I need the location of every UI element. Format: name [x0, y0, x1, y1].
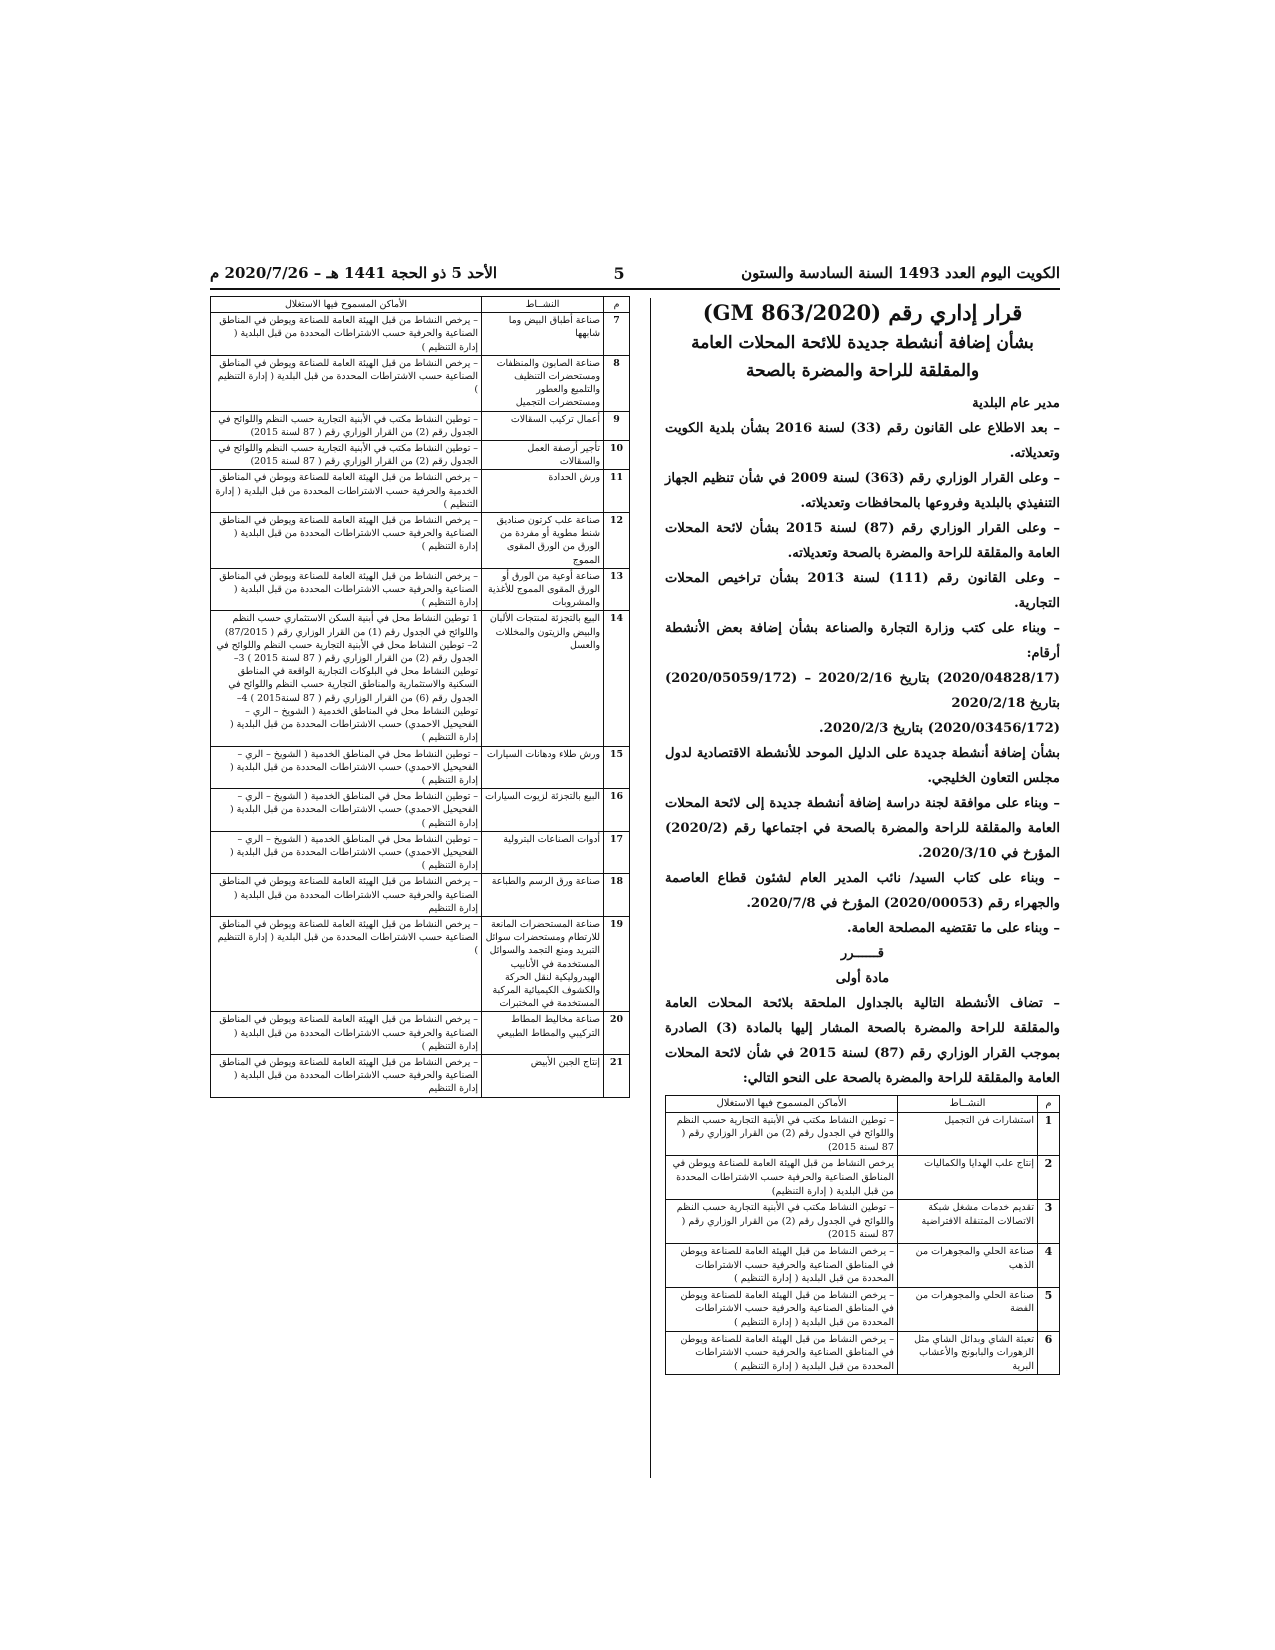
row-places: – توطين النشاط محل في المناطق الخدمية ( الشويخ – الري – الفحيحيل الاحمدي) حسب الاشتراطات المحددة من قبل البلدية ( إدارة التنظيم ) — [211, 746, 482, 789]
page-header — [210, 258, 1060, 290]
row-number: 7 — [604, 313, 630, 356]
activities-table-right — [665, 1095, 1060, 1375]
table-row — [211, 513, 630, 569]
body-paragraph: – وعلى القرار الوزاري رقم (87) لسنة 2015 بشأن لائحة المحلات العامة والمقلقة للراحة والمضرة بالصحة وتعديلاته. — [665, 521, 1060, 561]
column-divider — [650, 298, 651, 1478]
decides-heading: قــــــرر — [840, 946, 885, 961]
row-activity: أعمال تركيب السقالات — [482, 411, 604, 440]
table-row — [211, 568, 630, 611]
row-number: 16 — [604, 789, 630, 832]
row-number: 5 — [1038, 1287, 1060, 1331]
row-activity: صناعة أطباق البيض وما شابهها — [482, 313, 604, 356]
decision-body — [665, 391, 1060, 1091]
body-paragraph: (2020/03456/172) بتاريخ 2020/2/3. — [819, 721, 1060, 736]
row-places: – يرخص النشاط من قبل الهيئة العامة للصناعة ويوطن في المناطق الصناعية حسب الاشتراطات المحددة من قبل البلدية ( إدارة التنظيم ) — [211, 916, 482, 1011]
table-row — [211, 789, 630, 832]
row-number: 21 — [604, 1054, 630, 1097]
row-places: – توطين النشاط مكتب في الأبنية التجارية حسب النظم واللوائح في الجدول رقم (2) من القرار الوزاري رقم ( 87 لسنة 2015) — [211, 441, 482, 470]
row-number: 11 — [604, 470, 630, 513]
header-date: الأحد 5 ذو الحجة 1441 هـ – 2020/7/26 م — [210, 264, 498, 282]
body-paragraph: – بعد الاطلاع على القانون رقم (33) لسنة 2016 بشأن بلدية الكويت وتعديلاته. — [665, 421, 1060, 461]
body-paragraph: – وبناء على موافقة لجنة دراسة إضافة أنشطة جديدة إلى لائحة المحلات العامة والمقلقة للراحة والمضرة بالصحة في اجتماعها رقم (2020/2) المؤرخ في 2020/3/10. — [665, 796, 1060, 861]
row-number: 8 — [604, 355, 630, 411]
header-places: الأماكن المسموح فيها الاستغلال — [211, 297, 482, 313]
row-number: 20 — [604, 1012, 630, 1055]
row-activity: تعبئة الشاي وبدائل الشاي مثل الزهورات والبابونج والأعشاب البرية — [898, 1331, 1038, 1375]
row-activity: صناعة أوعية من الورق أو الورق المقوى المموج للأغذية والمشروبات — [482, 568, 604, 611]
table-header-row — [666, 1096, 1060, 1113]
row-number: 17 — [604, 831, 630, 874]
decision-title-block — [665, 300, 1060, 381]
decision-title: قرار إداري رقم (GM 863/2020) — [702, 300, 1023, 325]
row-activity: ورش الحدادة — [482, 470, 604, 513]
row-number: 19 — [604, 916, 630, 1011]
row-activity: صناعة ورق الرسم والطباعة — [482, 874, 604, 917]
table-row — [666, 1287, 1060, 1331]
table-header-row — [211, 297, 630, 313]
row-activity: أدوات الصناعات البترولية — [482, 831, 604, 874]
row-number: 1 — [1038, 1112, 1060, 1156]
row-places: – توطين النشاط مكتب في الأبنية التجارية حسب النظم واللوائح في الجدول رقم (2) من القرار الوزاري رقم ( 87 لسنة 2015) — [666, 1200, 898, 1244]
row-places: – توطين النشاط مكتب في الأبنية التجارية حسب النظم واللوائح في الجدول رقم (2) من القرار الوزاري رقم ( 87 لسنة 2015) — [211, 411, 482, 440]
body-paragraph: مدير عام البلدية — [972, 396, 1060, 411]
row-places: – يرخص النشاط من قبل الهيئة العامة للصناعة ويوطن في المناطق الصناعية والحرفية حسب الاشتراطات المحددة من قبل البلدية ( إدارة التنظيم — [211, 874, 482, 917]
body-paragraph: بشأن إضافة أنشطة جديدة على الدليل الموحد للأنشطة الاقتصادية لدول مجلس التعاون الخليجي. — [665, 746, 1060, 786]
row-places: يرخص النشاط من قبل الهيئة العامة للصناعة ويوطن في المناطق الصناعية والحرفية حسب الاشتراطات المحددة من قبل البلدية ( إدارة التنظيم) — [666, 1156, 898, 1200]
table-row — [211, 313, 630, 356]
row-number: 3 — [1038, 1200, 1060, 1244]
header-activity: النشــاط — [482, 297, 604, 313]
body-paragraph: – وعلى القانون رقم (111) لسنة 2013 بشأن تراخيص المحلات التجارية. — [665, 571, 1060, 611]
body-paragraph: – وبناء على ما تقتضيه المصلحة العامة. — [847, 921, 1060, 936]
table-row — [666, 1112, 1060, 1156]
article-text: – تضاف الأنشطة التالية بالجداول الملحقة بلائحة المحلات العامة والمقلقة للراحة والمضرة بالصحة المشار إليها بالمادة (3) الصادرة بموجب القرار الوزاري رقم (87) لسنة 2015 في شأن لائحة المحلات العامة والمقلقة للراحة والمضرة بالصحة على النحو التالي: — [665, 996, 1060, 1086]
row-activity: صناعة مخاليط المطاط التركيبي والمطاط الطبيعي — [482, 1012, 604, 1055]
table-row — [211, 470, 630, 513]
table-row — [211, 916, 630, 1011]
row-places: 1 توطين النشاط محل في أبنية السكن الاستثماري حسب النظم واللوائح في الجدول رقم (1) من القرار الوزاري رقم ( 87/2015) 2– توطين النشاط محل في الأبنية التجارية حسب النظم واللوائح في الجدول رقم (2) من القرار الوزاري رقم ( 87 لسنة 2015 ) 3– توطين النشاط محل في البلوكات التجارية الواقعة في المناطق السكنية والاستثمارية والمناطق التجارية حسب النظم واللوائح في الجدول رقم (6) من القرار الوزاري رقم ( 87 لسنة2015 ) 4– توطين النشاط محل في المناطق الخدمية ( الشويخ – الري – الفحيحيل الاحمدي) حسب الاشتراطات المحددة من قبل البلدية ( إدارة التنظيم ) — [211, 611, 482, 746]
row-activity: صناعة علب كرتون صناديق شنط مطوية أو مفردة من الورق من الورق المقوى المموج — [482, 513, 604, 569]
row-places: – توطين النشاط محل في المناطق الخدمية ( الشويخ – الري – الفحيحيل الاحمدي) حسب الاشتراطات المحددة من قبل البلدية ( إدارة التنظيم ) — [211, 789, 482, 832]
row-places: – توطين النشاط محل في المناطق الخدمية ( الشويخ – الري – الفحيحيل الاحمدي) حسب الاشتراطات المحددة من قبل البلدية ( إدارة التنظيم ) — [211, 831, 482, 874]
table-row — [211, 441, 630, 470]
left-column — [210, 296, 630, 1478]
row-activity: صناعة الحلي والمجوهرات من الفضة — [898, 1287, 1038, 1331]
row-activity: إنتاج الجبن الأبيض — [482, 1054, 604, 1097]
decision-subtitle-2: والمقلقة للراحة والمضرة بالصحة — [745, 361, 980, 381]
table-row — [211, 831, 630, 874]
row-places: – يرخص النشاط من قبل الهيئة العامة للصناعة ويوطن في المناطق الصناعية والحرفية حسب الاشتراطات المحددة من قبل البلدية ( إدارة التنظيم — [211, 1054, 482, 1097]
table-row — [211, 874, 630, 917]
row-number: 10 — [604, 441, 630, 470]
row-places: – يرخص النشاط من قبل الهيئة العامة للصناعة ويوطن في المناطق الصناعية والحرفية حسب الاشتراطات المحددة من قبل البلدية ( إدارة التنظيم ) — [211, 568, 482, 611]
row-number: 4 — [1038, 1243, 1060, 1287]
decision-subtitle-1: بشأن إضافة أنشطة جديدة للائحة المحلات العامة — [691, 333, 1034, 353]
row-activity: استشارات فن التجميل — [898, 1112, 1038, 1156]
table-row — [666, 1156, 1060, 1200]
row-activity: صناعة الصابون والمنظفات ومستحضرات التنظيف والتلميع والعطور ومستحضرات التجميل — [482, 355, 604, 411]
row-number: 2 — [1038, 1156, 1060, 1200]
row-number: 12 — [604, 513, 630, 569]
row-number: 13 — [604, 568, 630, 611]
gazette-page — [210, 258, 1060, 1478]
row-activity: البيع بالتجزئة لزيوت السيارات — [482, 789, 604, 832]
table-row — [666, 1200, 1060, 1244]
table-row — [666, 1243, 1060, 1287]
table-row — [211, 746, 630, 789]
header-activity: النشــاط — [898, 1096, 1038, 1113]
row-activity: ورش طلاء ودهانات السيارات — [482, 746, 604, 789]
table-row — [211, 411, 630, 440]
row-activity: تأجير أرصفة العمل والسقالات — [482, 441, 604, 470]
body-paragraph: (2020/04828/17) بتاريخ 2020/2/16 – (2020/05059/172) بتاريخ 2020/2/18 — [665, 671, 1060, 711]
header-places: الأماكن المسموح فيها الاستغلال — [666, 1096, 898, 1113]
row-number: 18 — [604, 874, 630, 917]
table-row — [211, 1054, 630, 1097]
right-column — [665, 296, 1060, 1478]
body-paragraph: – وعلى القرار الوزاري رقم (363) لسنة 2009 في شأن تنظيم الجهاز التنفيذي بالبلدية وفروعها بالمحافظات وتعديلاته. — [665, 471, 1060, 511]
page-number: 5 — [613, 263, 625, 283]
row-places: – يرخص النشاط من قبل الهيئة العامة للصناعة ويوطن في المناطق الصناعية والحرفية حسب الاشتراطات المحددة من قبل البلدية ( إدارة التنظيم ) — [211, 313, 482, 356]
row-number: 9 — [604, 411, 630, 440]
activities-table-left — [210, 296, 630, 1098]
row-activity: صناعة المستحضرات المانعة للارتطام ومستحضرات سوائل التبريد ومنع التجمد والسوائل المستخدمة في الأنابيب الهيدروليكية لنقل الحركة والكشوف الكيميائية المركبة المستخدمة في المختبرات — [482, 916, 604, 1011]
table-row — [211, 1012, 630, 1055]
table-row — [211, 355, 630, 411]
row-number: 15 — [604, 746, 630, 789]
row-places: – يرخص النشاط من قبل الهيئة العامة للصناعة ويوطن في المناطق الصناعية والحرفية حسب الاشتراطات المحددة من قبل البلدية ( إدارة التنظيم ) — [211, 1012, 482, 1055]
row-activity: إنتاج علب الهدايا والكماليات — [898, 1156, 1038, 1200]
row-places: – توطين النشاط مكتب في الأبنية التجارية حسب النظم واللوائح في الجدول رقم (2) من القرار الوزاري رقم ( 87 لسنة 2015) — [666, 1112, 898, 1156]
row-places: – يرخص النشاط من قبل الهيئة العامة للصناعة ويوطن في المناطق الصناعية والحرفية حسب الاشتراطات المحددة من قبل البلدية ( إدارة التنظيم ) — [666, 1243, 898, 1287]
row-places: – يرخص النشاط من قبل الهيئة العامة للصناعة ويوطن في المناطق الصناعية حسب الاشتراطات المحددة من قبل البلدية ( إدارة التنظيم ) — [211, 355, 482, 411]
row-places: – يرخص النشاط من قبل الهيئة العامة للصناعة ويوطن في المناطق الصناعية والحرفية حسب الاشتراطات المحددة من قبل البلدية ( إدارة التنظيم ) — [666, 1331, 898, 1375]
row-number: 6 — [1038, 1331, 1060, 1375]
row-places: – يرخص النشاط من قبل الهيئة العامة للصناعة ويوطن في المناطق الصناعية والحرفية حسب الاشتراطات المحددة من قبل البلدية ( إدارة التنظيم ) — [666, 1287, 898, 1331]
row-number: 14 — [604, 611, 630, 746]
row-activity: البيع بالتجزئة لمنتجات الألبان والبيض والزيتون والمخللات والعسل — [482, 611, 604, 746]
table-row — [211, 611, 630, 746]
header-issue: الكويت اليوم العدد 1493 السنة السادسة والستون — [741, 264, 1060, 282]
table-row — [666, 1331, 1060, 1375]
row-activity: تقديم خدمات مشغل شبكة الاتصالات المتنقلة الافتراضية — [898, 1200, 1038, 1244]
article-heading: مادة أولى — [835, 971, 890, 986]
body-paragraph: – وبناء على كتاب السيد/ نائب المدير العام لشئون قطاع العاصمة والجهراء رقم (2020/00053) المؤرخ في 2020/7/8. — [665, 871, 1060, 911]
row-places: – يرخص النشاط من قبل الهيئة العامة للصناعة ويوطن في المناطق الصناعية والحرفية حسب الاشتراطات المحددة من قبل البلدية ( إدارة التنظيم ) — [211, 513, 482, 569]
body-paragraph: – وبناء على كتب وزارة التجارة والصناعة بشأن إضافة بعض الأنشطة أرقام: — [665, 621, 1060, 661]
header-num: م — [604, 297, 630, 313]
row-places: – يرخص النشاط من قبل الهيئة العامة للصناعة ويوطن في المناطق الخدمية والحرفية حسب الاشتراطات المحددة من قبل البلدية ( إدارة التنظيم ) — [211, 470, 482, 513]
header-num: م — [1038, 1096, 1060, 1113]
row-activity: صناعة الحلي والمجوهرات من الذهب — [898, 1243, 1038, 1287]
